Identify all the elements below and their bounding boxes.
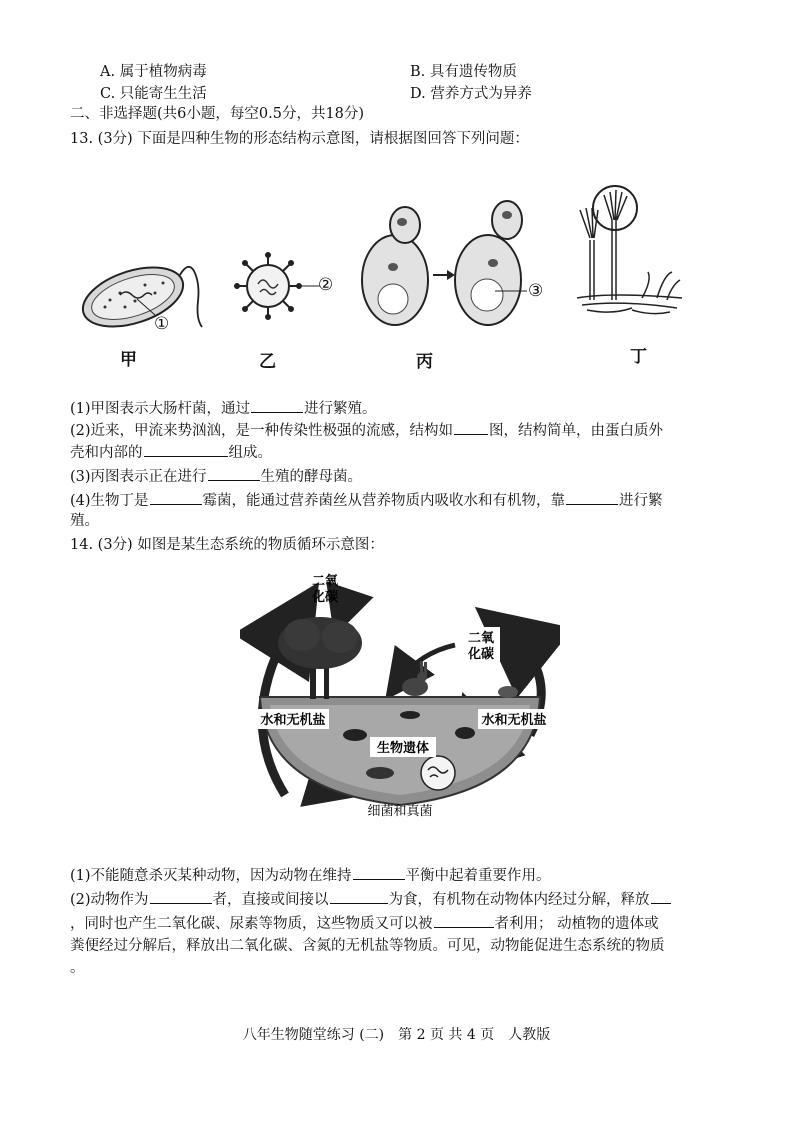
option-a: A. 属于植物病毒 [100,64,207,80]
section2-header: 二、非选择题(共6小题，每空0.5分，共18分) [70,106,365,122]
q13-line-2: (2)近来，甲流来势汹汹，是一种传染性极强的流感，结构如 图，结构简单，由蛋白质外 [70,419,663,441]
option-d: D. 营养方式为异养 [410,86,532,102]
diagram-label-microbes: 细菌和真菌 [367,804,433,819]
q14-line-1: (1)不能随意杀灭某种动物，因为动物在维持 平衡中起着重要作用。 [70,864,551,886]
q14-line-5: 。 [70,960,85,976]
page-footer: 八年生物随堂练习 (二) 第 2 页 共 4 页 人教版 [242,1027,551,1043]
label-yi: 乙 [259,352,276,372]
diagram-label-water-left: 水和无机盐 [260,713,326,728]
answer-blank[interactable] [208,465,260,481]
answer-blank[interactable] [651,888,671,904]
q13-line-3: 壳和内部的 组成。 [70,441,272,463]
diagram-label-co2-right-1: 二氧 [467,631,495,646]
bacterium-figure [75,255,210,340]
q14-line-3: ，同时也产生二氧化碳、尿素等物质，这些物质又可以被 者利用； 动植物的遗体或 [70,912,659,934]
label-bing: 丙 [416,352,433,372]
mold-figure [572,180,687,325]
q13-line-5: (4)生物丁是 霉菌，能通过营养菌丝从营养物质内吸收水和有机物，靠 进行繁 [70,489,663,511]
marker-3: ③ [528,281,544,301]
marker-2: ② [318,275,334,295]
answer-blank[interactable] [566,489,618,505]
q13-line-1: (1)甲图表示大肠杆菌，通过 进行繁殖。 [70,397,377,419]
q13-line-4: (3)丙图表示正在进行 生殖的酵母菌。 [70,465,362,487]
q14-line-4: 粪便经过分解后，释放出二氧化碳、含氮的无机盐等物质。可见，动物能促进生态系统的物质 [70,938,665,954]
yeast-figure [355,195,555,335]
marker-1: ① [154,314,170,334]
answer-blank[interactable] [251,397,303,413]
answer-blank[interactable] [150,489,202,505]
label-jia: 甲 [120,350,137,370]
option-b: B. 具有遗传物质 [410,64,517,80]
label-ding: 丁 [630,347,647,367]
answer-blank[interactable] [150,888,212,904]
diagram-label-co2-left-1: 二氧 [311,574,339,589]
answer-blank[interactable] [434,912,494,928]
virus-figure [232,248,332,328]
answer-blank[interactable] [353,864,405,880]
diagram-label-co2-left-2: 化碳 [311,590,339,605]
answer-blank[interactable] [144,441,228,457]
q13-line-6: 殖。 [70,513,99,529]
q14-line-2: (2)动物作为 者，直接或间接以 为食，有机物在动物体内经过分解，释放 [70,888,672,910]
diagram-label-remains: 生物遗体 [376,741,430,756]
diagram-label-water-right: 水和无机盐 [481,713,547,728]
answer-blank[interactable] [330,888,388,904]
q14-stem: 14. (3分) 如图是某生态系统的物质循环示意图： [70,537,384,553]
q13-stem: 13. (3分) 下面是四种生物的形态结构示意图，请根据图回答下列问题： [70,131,529,147]
ecosystem-cycle-diagram [240,565,560,820]
answer-blank[interactable] [454,419,488,435]
diagram-label-co2-right-2: 化碳 [467,647,495,662]
option-c: C. 只能寄生生活 [100,86,207,102]
